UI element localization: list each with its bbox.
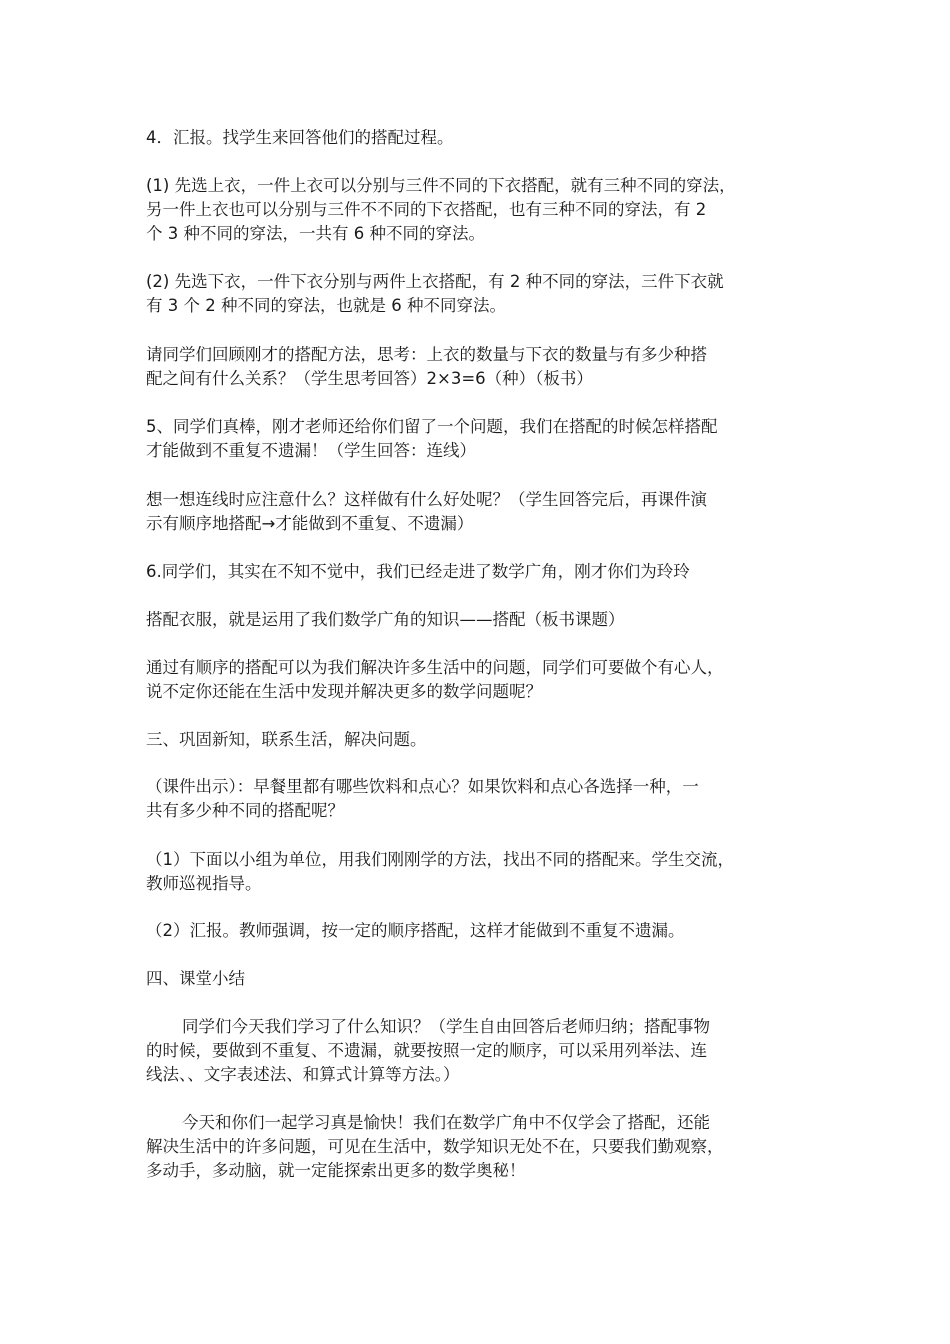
paragraph-closing-remarks [146, 1111, 826, 1183]
paragraph-summary-question [146, 1015, 826, 1087]
text-line: 教师巡视指导。 [146, 874, 262, 893]
text-line: 才能做到不重复不遗漏！（学生回答：连线） [146, 441, 476, 460]
text-line: （课件出示）：早餐里都有哪些饮料和点心？如果饮料和点心各选择一种，一 [146, 777, 699, 796]
paragraph-connect-lines-question [146, 488, 826, 536]
text-line: 请同学们回顾刚才的搭配方法，思考：上衣的数量与下衣的数量与有多少种搭 [146, 345, 707, 364]
text-line: （1）下面以小组为单位，用我们刚刚学的方法，找出不同的搭配来。学生交流， [146, 850, 734, 869]
paragraph-report-emphasis [146, 919, 826, 943]
text-line: 想一想连线时应注意什么？这样做有什么好处呢？（学生回答完后，再课件演 [146, 490, 707, 509]
text-line: 个 3 种不同的穿法，一共有 6 种不同的穿法。 [146, 224, 485, 243]
text-line: （2）汇报。教师强调，按一定的顺序搭配，这样才能做到不重复不遗漏。 [146, 921, 685, 940]
text-line: 线法、、文字表述法、和算式计算等方法。） [146, 1065, 460, 1084]
text-line: 示有顺序地搭配→才能做到不重复、不遗漏） [146, 514, 474, 533]
text-line: 三、巩固新知，联系生活，解决问题。 [146, 730, 427, 749]
text-line: (1) 先选上衣，一件上衣可以分别与三件不同的下衣搭配，就有三种不同的穿法， [146, 176, 736, 195]
paragraph-lesson-topic [146, 608, 826, 632]
text-line: 说不定你还能在生活中发现并解决更多的数学问题呢？ [146, 682, 542, 701]
text-line: 6.同学们，其实在不知不觉中，我们已经走进了数学广角，刚才你们为玲玲 [146, 562, 690, 581]
text-line: 4．汇报。找学生来回答他们的搭配过程。 [146, 128, 454, 147]
text-line: 配之间有什么关系？（学生思考回答）2×3=6（种）（板书） [146, 369, 593, 388]
paragraph-group-activity [146, 848, 826, 896]
text-line: 5、同学们真棒，刚才老师还给你们留了一个问题，我们在搭配的时候怎样搭配 [146, 417, 718, 436]
paragraph-breakfast-problem [146, 775, 826, 823]
paragraph-step-5 [146, 415, 826, 463]
paragraph-choose-bottoms-first [146, 270, 826, 318]
text-line: (2) 先选下衣，一件下衣分别与两件上衣搭配，有 2 种不同的穿法，三件下衣就 [146, 272, 724, 291]
text-line: 四、课堂小结 [146, 969, 245, 988]
section-heading-summary [146, 967, 826, 991]
section-heading-consolidate [146, 728, 826, 752]
text-line: 通过有顺序的搭配可以为我们解决许多生活中的问题，同学们可要做个有心人， [146, 658, 724, 677]
text-line: 多动手，多动脑，就一定能探索出更多的数学奥秘！ [146, 1161, 526, 1180]
text-line: 搭配衣服，就是运用了我们数学广角的知识——搭配（板书课题） [146, 610, 625, 629]
text-line: 有 3 个 2 种不同的穿法，也就是 6 种不同穿法。 [146, 296, 506, 315]
paragraph-step-6 [146, 560, 826, 584]
text-line: 今天和你们一起学习真是愉快！我们在数学广角中不仅学会了搭配，还能 [182, 1113, 710, 1132]
paragraph-report-step-4 [146, 126, 826, 150]
text-line: 解决生活中的许多问题，可见在生活中，数学知识无处不在，只要我们勤观察， [146, 1137, 724, 1156]
paragraph-choose-tops-first [146, 174, 826, 246]
paragraph-review-question [146, 343, 826, 391]
text-line: 同学们今天我们学习了什么知识？（学生自由回答后老师归纳；搭配事物 [182, 1017, 710, 1036]
text-line: 的时候，要做到不重复、不遗漏，就要按照一定的顺序，可以采用列举法、连 [146, 1041, 707, 1060]
paragraph-ordered-matching [146, 656, 826, 704]
text-line: 共有多少种不同的搭配呢？ [146, 801, 344, 820]
text-line: 另一件上衣也可以分别与三件不不同的下衣搭配，也有三种不同的穿法，有 2 [146, 200, 707, 219]
